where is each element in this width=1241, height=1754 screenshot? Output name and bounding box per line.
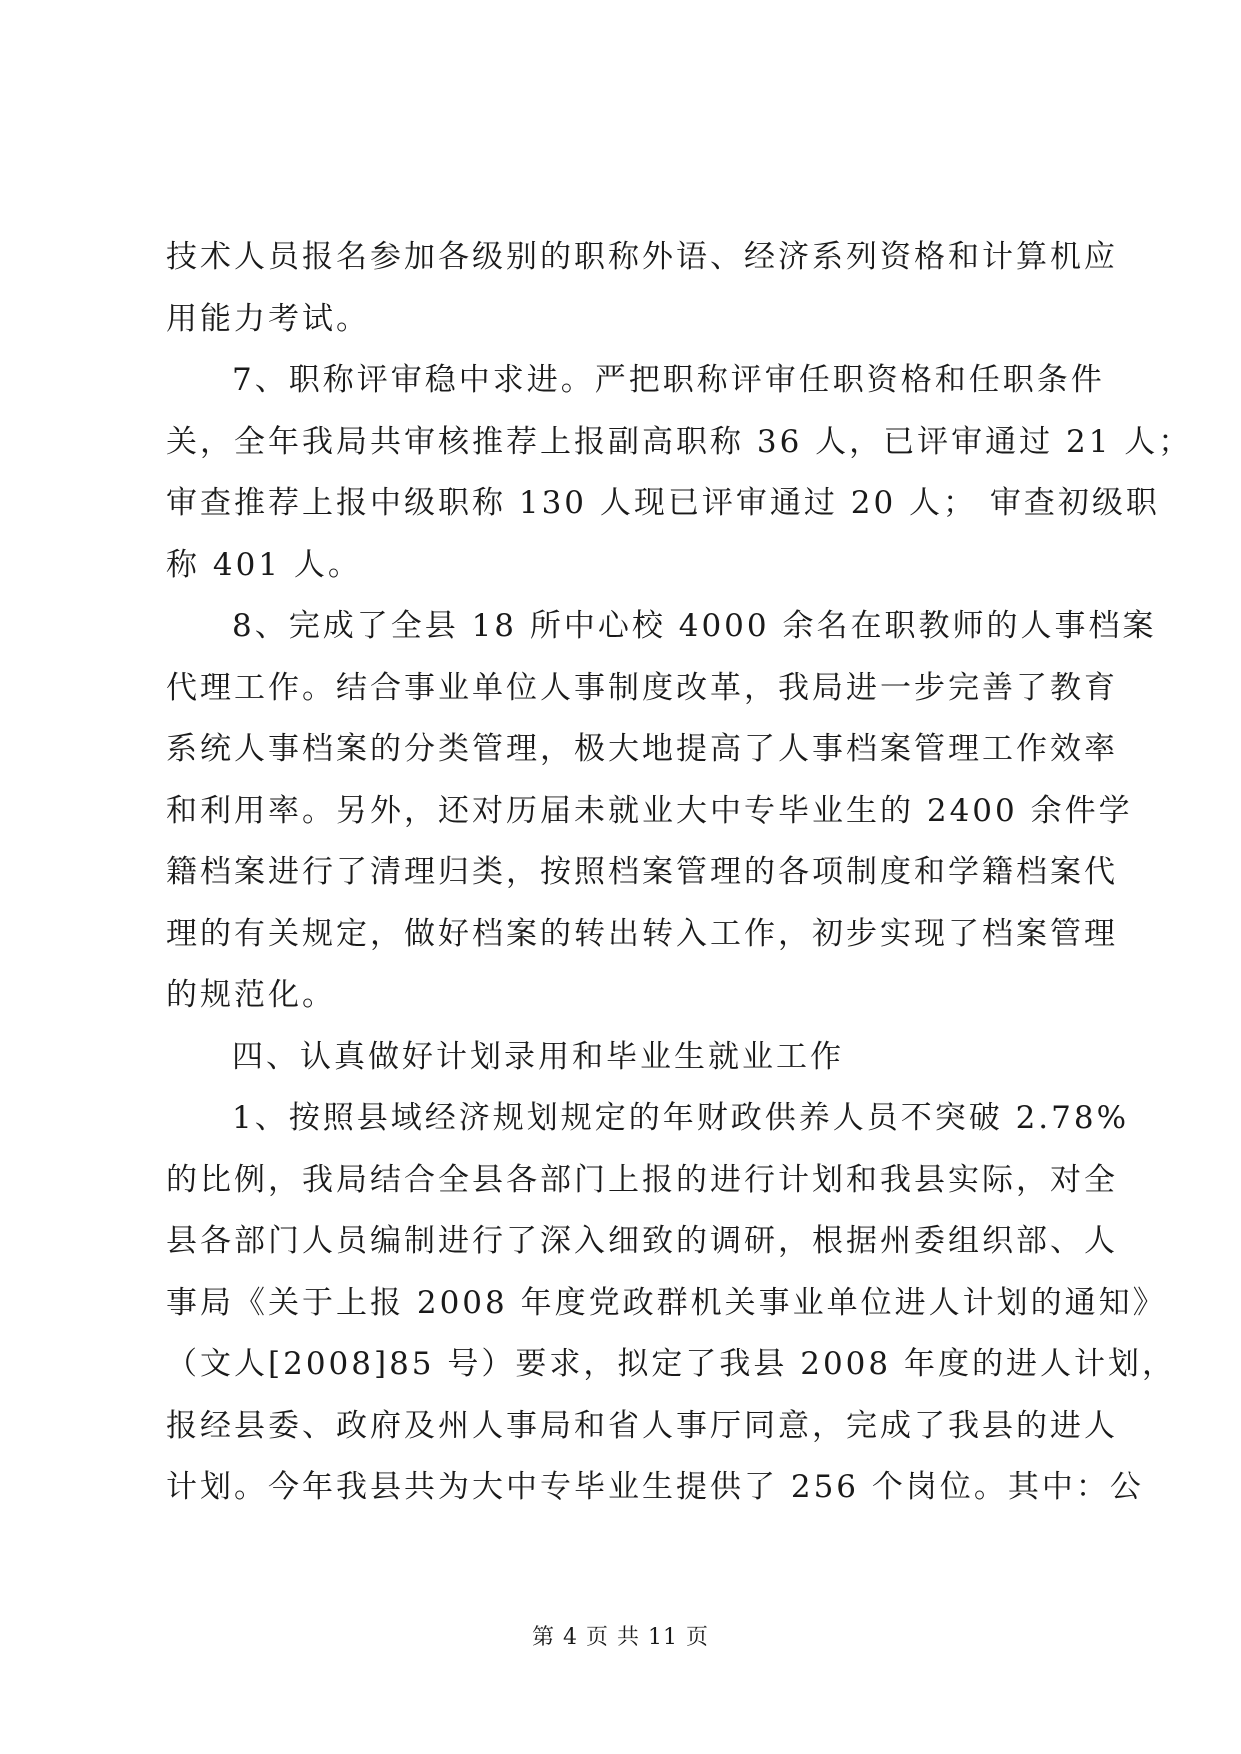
- text-line: 8、完成了全县 18 所中心校 4000 余名在职教师的人事档案: [232, 608, 1157, 644]
- text-line: 用能力考试。: [166, 300, 370, 337]
- text-line: 事局《关于上报 2008 年度党政群机关事业单位进人计划的通知》: [166, 1284, 1167, 1321]
- text-line: 代理工作。结合事业单位人事制度改革，我局进一步完善了教育: [166, 669, 1118, 706]
- page-footer: 第 4 页 共 11 页: [532, 1625, 709, 1650]
- text-line: 1、按照县域经济规划规定的年财政供养人员不突破 2.78%: [232, 1100, 1130, 1136]
- text-line: 技术人员报名参加各级别的职称外语、经济系列资格和计算机应: [166, 239, 1118, 275]
- text-line: 系统人事档案的分类管理，极大地提高了人事档案管理工作效率: [166, 731, 1118, 767]
- text-line: 四、认真做好计划录用和毕业生就业工作: [232, 1038, 844, 1075]
- text-line: 籍档案进行了清理归类，按照档案管理的各项制度和学籍档案代: [166, 854, 1118, 890]
- text-line: 计划。今年我县共为大中专毕业生提供了 256 个岗位。其中：公: [166, 1469, 1144, 1505]
- text-line: 县各部门人员编制进行了深入细致的调研，根据州委组织部、人: [166, 1223, 1118, 1259]
- text-line: 关，全年我局共审核推荐上报副高职称 36 人，已评审通过 21 人；: [166, 423, 1193, 460]
- text-line: 的比例，我局结合全县各部门上报的进行计划和我县实际，对全: [166, 1161, 1118, 1198]
- text-line: 称 401 人。: [166, 546, 362, 583]
- text-line: 和利用率。另外，还对历届未就业大中专毕业生的 2400 余件学: [166, 792, 1133, 829]
- text-line: 报经县委、政府及州人事局和省人事厅同意，完成了我县的进人: [166, 1407, 1118, 1444]
- text-line: 7、职称评审稳中求进。严把职称评审任职资格和任职条件: [232, 362, 1105, 398]
- text-line: 审查推荐上报中级职称 130 人现已评审通过 20 人； 审查初级职: [166, 485, 1160, 521]
- text-line: （文人[2008]85 号）要求，拟定了我县 2008 年度的进人计划，: [166, 1346, 1176, 1382]
- text-line: 理的有关规定，做好档案的转出转入工作，初步实现了档案管理: [166, 915, 1118, 952]
- document-body: [166, 227, 1193, 1519]
- text-line: 的规范化。: [166, 977, 336, 1013]
